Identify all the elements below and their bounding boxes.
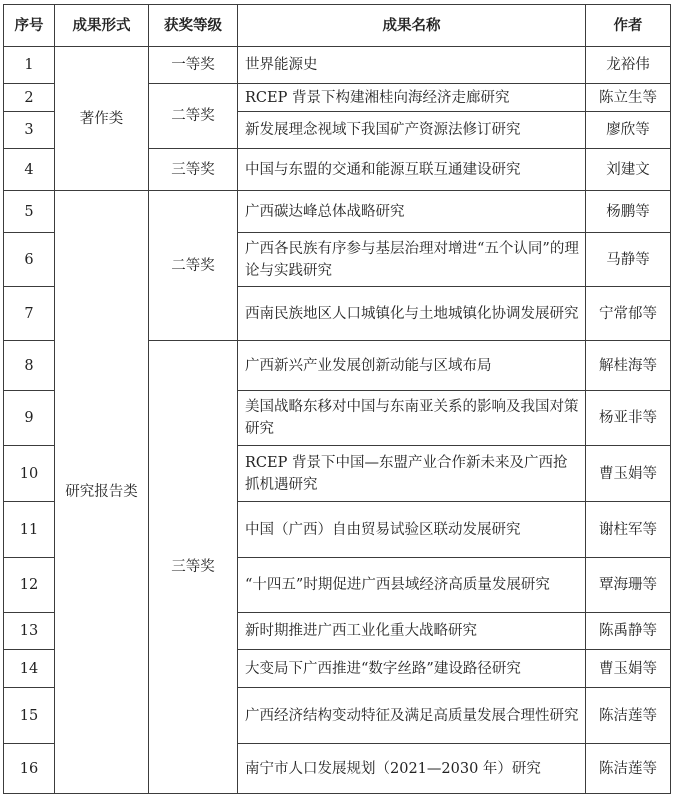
author-cell: 覃海珊等 <box>586 558 671 613</box>
author-cell: 杨亚非等 <box>586 391 671 446</box>
title-cell: 中国（广西）自由贸易试验区联动发展研究 <box>238 502 586 558</box>
author-cell: 杨鹏等 <box>586 191 671 233</box>
title-cell: 新发展理念视域下我国矿产资源法修订研究 <box>238 112 586 149</box>
table-row <box>4 191 671 233</box>
row-number: 6 <box>4 233 55 287</box>
row-number: 15 <box>4 688 55 744</box>
header-author: 作者 <box>586 5 671 47</box>
row-number: 10 <box>4 446 55 502</box>
title-cell: 西南民族地区人口城镇化与土地城镇化协调发展研究 <box>238 287 586 341</box>
header-level: 获奖等级 <box>149 5 238 47</box>
level-cell: 三等奖 <box>149 149 238 191</box>
author-cell: 陈禹静等 <box>586 613 671 650</box>
header-title: 成果名称 <box>238 5 586 47</box>
row-number: 12 <box>4 558 55 613</box>
row-number: 16 <box>4 744 55 794</box>
row-number: 3 <box>4 112 55 149</box>
group-cell: 研究报告类 <box>55 191 149 794</box>
author-cell: 曹玉娟等 <box>586 650 671 688</box>
author-cell: 陈洁莲等 <box>586 688 671 744</box>
row-number: 13 <box>4 613 55 650</box>
row-number: 11 <box>4 502 55 558</box>
title-cell: “十四五”时期促进广西县域经济高质量发展研究 <box>238 558 586 613</box>
author-cell: 宁常郁等 <box>586 287 671 341</box>
author-cell: 廖欣等 <box>586 112 671 149</box>
row-number: 9 <box>4 391 55 446</box>
author-cell: 龙裕伟 <box>586 47 671 84</box>
row-number: 8 <box>4 341 55 391</box>
row-number: 2 <box>4 84 55 112</box>
awards-table <box>3 4 671 794</box>
row-number: 14 <box>4 650 55 688</box>
title-cell: 大变局下广西推进“数字丝路”建设路径研究 <box>238 650 586 688</box>
level-cell: 二等奖 <box>149 191 238 341</box>
title-cell: 广西各民族有序参与基层治理对增进“五个认同”的理论与实践研究 <box>238 233 586 287</box>
group-cell: 著作类 <box>55 47 149 191</box>
title-cell: 世界能源史 <box>238 47 586 84</box>
author-cell: 解桂海等 <box>586 341 671 391</box>
level-cell: 一等奖 <box>149 47 238 84</box>
author-cell: 陈立生等 <box>586 84 671 112</box>
row-number: 7 <box>4 287 55 341</box>
row-number: 5 <box>4 191 55 233</box>
title-cell: 广西碳达峰总体战略研究 <box>238 191 586 233</box>
title-cell: RCEP 背景下中国—东盟产业合作新未来及广西抢抓机遇研究 <box>238 446 586 502</box>
table-row <box>4 47 671 84</box>
author-cell: 陈洁莲等 <box>586 744 671 794</box>
header-no: 序号 <box>4 5 55 47</box>
author-cell: 曹玉娟等 <box>586 446 671 502</box>
title-cell: 广西经济结构变动特征及满足高质量发展合理性研究 <box>238 688 586 744</box>
title-cell: 美国战略东移对中国与东南亚关系的影响及我国对策研究 <box>238 391 586 446</box>
title-cell: RCEP 背景下构建湘桂向海经济走廊研究 <box>238 84 586 112</box>
author-cell: 马静等 <box>586 233 671 287</box>
level-cell: 三等奖 <box>149 341 238 794</box>
header-row <box>4 5 671 47</box>
title-cell: 广西新兴产业发展创新动能与区域布局 <box>238 341 586 391</box>
author-cell: 刘建文 <box>586 149 671 191</box>
row-number: 1 <box>4 47 55 84</box>
author-cell: 谢柱军等 <box>586 502 671 558</box>
level-cell: 二等奖 <box>149 84 238 149</box>
title-cell: 新时期推进广西工业化重大战略研究 <box>238 613 586 650</box>
title-cell: 南宁市人口发展规划（2021—2030 年）研究 <box>238 744 586 794</box>
header-form: 成果形式 <box>55 5 149 47</box>
title-cell: 中国与东盟的交通和能源互联互通建设研究 <box>238 149 586 191</box>
row-number: 4 <box>4 149 55 191</box>
